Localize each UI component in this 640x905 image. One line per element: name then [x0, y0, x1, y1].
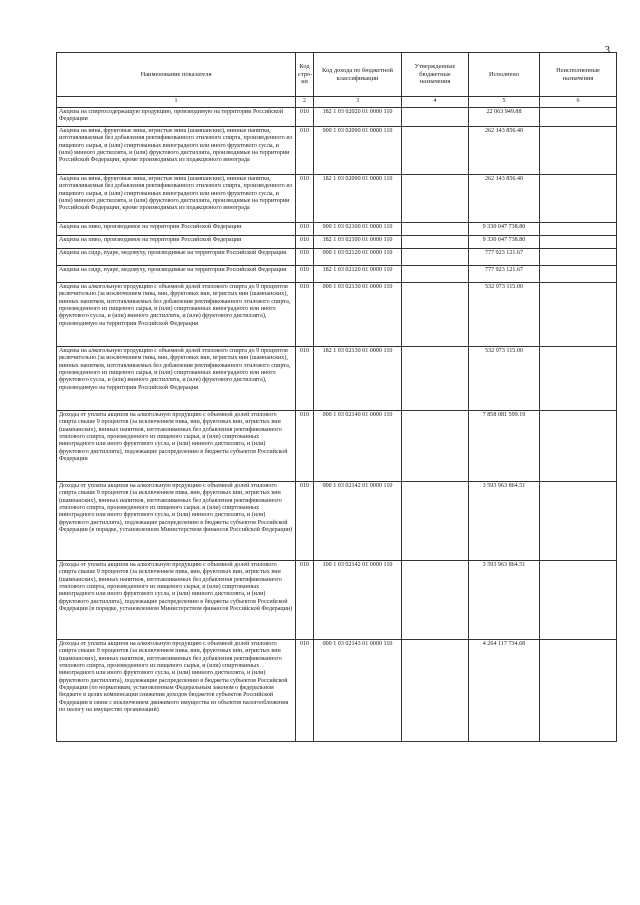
row-executed-cell: 7 858 081 599.19	[469, 411, 540, 482]
table-row	[57, 411, 617, 482]
row-name-cell: Акцизы на пиво, производимое на территории Российской Федерации	[57, 223, 296, 236]
row-executed-cell: 9 330 047 738.80	[469, 236, 540, 249]
row-line-code-cell: 010	[296, 249, 314, 266]
row-income-code-cell: 000 1 03 02142 01 0000 110	[314, 482, 402, 561]
row-executed-cell: 262 143 856.40	[469, 127, 540, 175]
row-income-code-cell: 000 1 03 02120 01 0000 110	[314, 249, 402, 266]
row-approved-cell	[402, 236, 469, 249]
row-unexecuted-cell	[540, 223, 617, 236]
table-row	[57, 283, 617, 347]
row-name-cell: Акцизы на вина, фруктовые вина, игристые вина (шампанские), винные напитки, изготавливаемые без добавления ректификованного этилового спирта, произведенного из пищевого сырья, и (или) спиртованных виноградного или иного фруктового сусла, и (или) винного дистиллята, и (или) фруктового дистиллята, производимые на территории Российской Федерации, кроме производимых из подакцизного винограда	[57, 175, 296, 223]
page-number: 3	[604, 44, 610, 56]
row-income-code-cell: 000 1 03 02100 01 0000 110	[314, 223, 402, 236]
row-line-code-cell: 010	[296, 482, 314, 561]
row-approved-cell	[402, 283, 469, 347]
row-unexecuted-cell	[540, 283, 617, 347]
row-unexecuted-cell	[540, 127, 617, 175]
row-name-cell: Акцизы на пиво, производимое на территории Российской Федерации	[57, 236, 296, 249]
row-approved-cell	[402, 347, 469, 411]
row-line-code-cell: 010	[296, 108, 314, 127]
row-approved-cell	[402, 249, 469, 266]
row-approved-cell	[402, 223, 469, 236]
row-unexecuted-cell	[540, 108, 617, 127]
row-line-code-cell: 010	[296, 347, 314, 411]
row-executed-cell: 262 143 856.40	[469, 175, 540, 223]
row-name-cell: Доходы от уплаты акцизов на алкогольную продукцию с объемной долей этилового спирта свыше 9 процентов (за исключением пива, вин, фруктовых вин, игристых вин (шампанских), винных напитков, изготавливаемых без добавления ректификованного этилового спирта, произведенного из пищевого сырья, и (или) спиртованных виноградного или иного фруктового сусла, и (или) винного дистиллята, и (или) фруктового дистиллята), подлежащие распределению в бюджеты субъектов Российской Федерации (в порядке, установленном Министерством финансов Российской Федерации)	[57, 482, 296, 561]
row-approved-cell	[402, 411, 469, 482]
table-row	[57, 249, 617, 266]
column-number: 6	[540, 97, 617, 108]
row-executed-cell: 4 264 117 734.68	[469, 640, 540, 742]
header-name: Наименование показателя	[57, 53, 296, 97]
row-executed-cell: 532 973 115.00	[469, 283, 540, 347]
row-approved-cell	[402, 640, 469, 742]
row-name-cell: Акцизы на алкогольную продукцию с объемной долей этилового спирта до 9 процентов включительно (за исключением пива, вин, фруктовых вин, игристых вин (шампанских), винных напитков, изготавливаемых без добавления ректификованного этилового спирта, произведенного из пищевого сырья, и (или) спиртованных виноградного или иного фруктового сусла, и (или) винного дистиллята, и (или) фруктового дистиллята), производимую на территории Российской Федерации	[57, 347, 296, 411]
header-unexecuted: Неисполненные назначения	[540, 53, 617, 97]
row-income-code-cell: 182 1 03 02090 01 0000 110	[314, 175, 402, 223]
row-name-cell: Акцизы на вина, фруктовые вина, игристые вина (шампанские), винные напитки, изготавливаемые без добавления ректификованного этилового спирта, произведенного из пищевого сырья, и (или) спиртованных виноградного или иного фруктового сусла, и (или) винного дистиллята, и (или) фруктового дистиллята, производимые на территории Российской Федерации, кроме производимых из подакцизного винограда	[57, 127, 296, 175]
row-unexecuted-cell	[540, 266, 617, 283]
row-line-code-cell: 010	[296, 411, 314, 482]
header-income-code: Код дохода по бюджетной классификации	[314, 53, 402, 97]
row-unexecuted-cell	[540, 347, 617, 411]
row-income-code-cell: 000 1 03 02143 01 0000 110	[314, 640, 402, 742]
header-executed: Исполнено	[469, 53, 540, 97]
row-name-cell: Акцизы на сидр, пуаре, медовуху, производимые на территории Российской Федерации	[57, 249, 296, 266]
row-executed-cell: 3 593 963 864.51	[469, 561, 540, 640]
row-line-code-cell: 010	[296, 561, 314, 640]
report-table	[56, 52, 617, 742]
row-unexecuted-cell	[540, 236, 617, 249]
row-unexecuted-cell	[540, 411, 617, 482]
row-income-code-cell: 000 1 03 02090 01 0000 110	[314, 127, 402, 175]
row-unexecuted-cell	[540, 640, 617, 742]
table-row	[57, 482, 617, 561]
table-row	[57, 127, 617, 175]
row-unexecuted-cell	[540, 249, 617, 266]
table-row	[57, 266, 617, 283]
row-income-code-cell: 000 1 03 02130 01 0000 110	[314, 283, 402, 347]
row-name-cell: Акцизы на спиртосодержащую продукцию, производимую на территории Российской Федерации	[57, 108, 296, 127]
row-line-code-cell: 010	[296, 283, 314, 347]
table-row	[57, 561, 617, 640]
row-name-cell: Доходы от уплаты акцизов на алкогольную продукцию с объемной долей этилового спирта свыше 9 процентов (за исключением пива, вин, фруктовых вин, игристых вин (шампанских), винных напитков, изготавливаемых без добавления ректификованного этилового спирта, произведенного из пищевого сырья, и (или) спиртованных виноградного или иного фруктового сусла, и (или) винного дистиллята, и (или) фруктового дистиллята), подлежащие распределению в бюджеты субъектов Российской Федерации (в порядке, установленном Министерством финансов Российской Федерации)	[57, 561, 296, 640]
column-number: 3	[314, 97, 402, 108]
row-executed-cell: 3 593 963 864.51	[469, 482, 540, 561]
row-line-code-cell: 010	[296, 236, 314, 249]
row-approved-cell	[402, 561, 469, 640]
row-income-code-cell: 182 1 03 02130 01 0000 110	[314, 347, 402, 411]
row-approved-cell	[402, 175, 469, 223]
column-number: 2	[296, 97, 314, 108]
header-approved: Утвержденные бюджетные назначения	[402, 53, 469, 97]
table-row	[57, 108, 617, 127]
row-line-code-cell: 010	[296, 640, 314, 742]
row-approved-cell	[402, 108, 469, 127]
row-executed-cell: 777 923 121.67	[469, 266, 540, 283]
row-line-code-cell: 010	[296, 175, 314, 223]
row-income-code-cell: 000 1 03 02140 01 0000 110	[314, 411, 402, 482]
row-income-code-cell: 182 1 03 02020 01 0000 110	[314, 108, 402, 127]
row-income-code-cell: 182 1 03 02120 01 0000 110	[314, 266, 402, 283]
table-row	[57, 223, 617, 236]
row-income-code-cell: 100 1 03 02142 01 0000 110	[314, 561, 402, 640]
row-executed-cell: 9 330 047 738.80	[469, 223, 540, 236]
row-income-code-cell: 182 1 03 02100 01 0000 110	[314, 236, 402, 249]
table-row	[57, 236, 617, 249]
table-row	[57, 347, 617, 411]
table-row	[57, 175, 617, 223]
row-approved-cell	[402, 127, 469, 175]
row-executed-cell: 22 063 949.88	[469, 108, 540, 127]
row-line-code-cell: 010	[296, 266, 314, 283]
column-number-row	[57, 97, 617, 108]
row-executed-cell: 532 973 115.00	[469, 347, 540, 411]
column-number: 1	[57, 97, 296, 108]
row-name-cell: Акцизы на алкогольную продукцию с объемной долей этилового спирта до 9 процентов включительно (за исключением пива, вин, фруктовых вин, игристых вин (шампанских), винных напитков, изготавливаемых без добавления ректификованного этилового спирта, произведенного из пищевого сырья, и (или) спиртованных виноградного или иного фруктового сусла, и (или) винного дистиллята, и (или) фруктового дистиллята), производимую на территории Российской Федерации	[57, 283, 296, 347]
row-name-cell: Акцизы на сидр, пуаре, медовуху, производимые на территории Российской Федерации	[57, 266, 296, 283]
row-unexecuted-cell	[540, 175, 617, 223]
column-number: 5	[469, 97, 540, 108]
header-line-code: Код стро-ки	[296, 53, 314, 97]
row-line-code-cell: 010	[296, 223, 314, 236]
row-name-cell: Доходы от уплаты акцизов на алкогольную продукцию с объемной долей этилового спирта свыше 9 процентов (за исключением пива, вин, фруктовых вин, игристых вин (шампанских), винных напитков, изготавливаемых без добавления ректификованного этилового спирта, произведенного из пищевого сырья, и (или) спиртованных виноградного или иного фруктового сусла, и (или) винного дистиллята, и (или) фруктового дистиллята), подлежащие распределению в бюджеты субъектов Российской Федерации	[57, 411, 296, 482]
row-approved-cell	[402, 266, 469, 283]
row-executed-cell: 777 923 121.67	[469, 249, 540, 266]
row-unexecuted-cell	[540, 561, 617, 640]
column-number: 4	[402, 97, 469, 108]
table-row	[57, 640, 617, 742]
row-name-cell: Доходы от уплаты акцизов на алкогольную продукцию с объемной долей этилового спирта свыше 9 процентов (за исключением пива, вин, фруктовых вин, игристых вин (шампанских), винных напитков, изготавливаемых без добавления ректификованного этилового спирта, произведенного из пищевого сырья, и (или) спиртованных виноградного или иного фруктового сусла, и (или) винного дистиллята, и (или) фруктового дистиллята), подлежащие распределению в бюджеты субъектов Российской Федерации (по нормативам, установленным Федеральным законом о федеральном бюджете в целях компенсации снижения доходов бюджетов субъектов Российской Федерации в связи с исключением движимого имущества из объектов налогообложения по налогу на имущество организаций)	[57, 640, 296, 742]
row-line-code-cell: 010	[296, 127, 314, 175]
row-unexecuted-cell	[540, 482, 617, 561]
row-approved-cell	[402, 482, 469, 561]
